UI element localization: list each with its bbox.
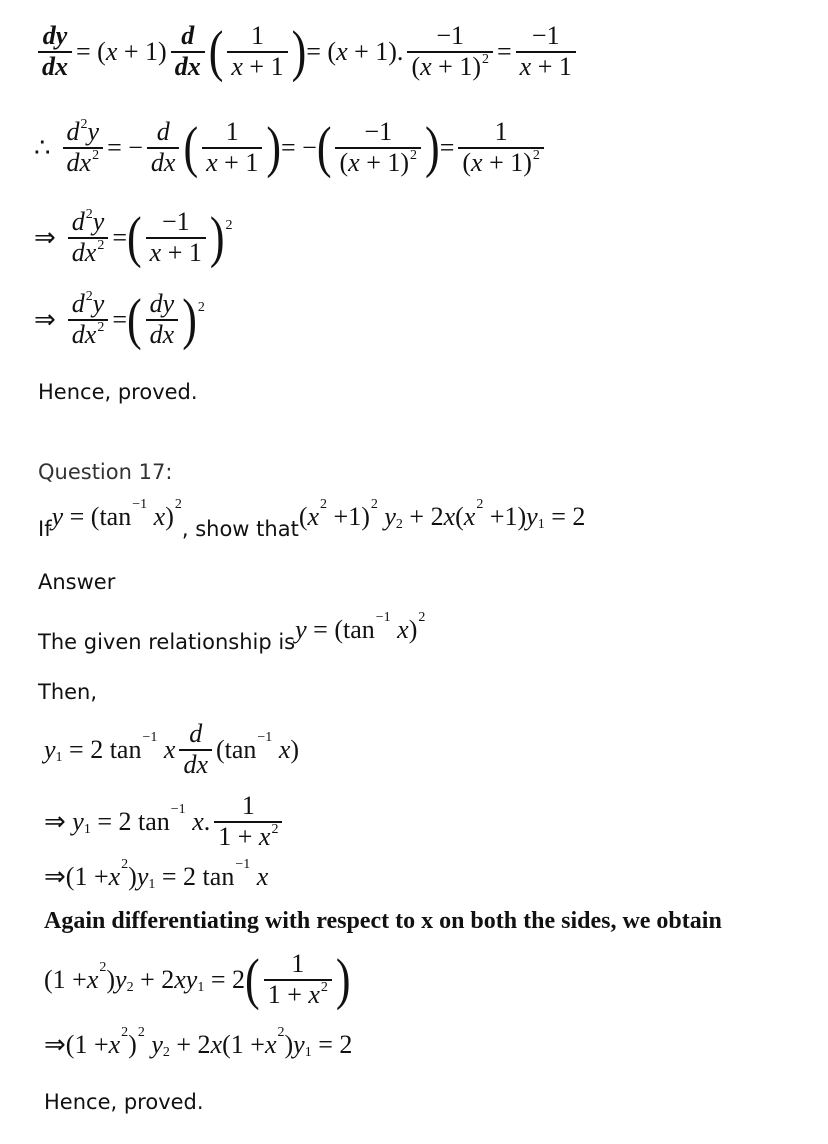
question-label: Question 17: bbox=[38, 460, 173, 484]
equation-dy-dx: $\frac{dy}{dx}$ = (x + 1) $\frac{d}{dx}$ ( $\frac{1}{x + 1}$ ) = (x + 1). $\frac{-1}{(x + 1)^2}$ = $\frac{-1}{x + 1}$ bbox=[34, 22, 580, 81]
question-given: y = (tan −1 x ) 2 bbox=[51, 497, 182, 531]
question-to-prove: ( x 2 +1) 2 y 2 + 2 x ( x 2 +1) y 1 = 2 bbox=[298, 497, 586, 532]
again-differentiating: Again differentiating with respect to x on both the sides, we obtain bbox=[44, 908, 722, 934]
equation-final: ⇒ (1 + x 2 ) 2 y 2 + 2 x (1 + x 2 ) y 1 = 2 bbox=[44, 1025, 353, 1060]
equation-second-derivative: ∴ $\frac{d^2y}{dx^2}$ = − $\frac{d}{dx}$ ( $\frac{1}{x + 1}$ ) = − ( $\frac{-1}{(x + 1)^2}$ ) = $\frac{1}{(x + 1)^2}$ bbox=[34, 118, 548, 177]
question-statement bbox=[38, 497, 586, 541]
given-relationship bbox=[38, 610, 426, 654]
given-relationship-text: The given relationship is bbox=[38, 630, 296, 654]
hence-proved-1: Hence, proved. bbox=[38, 380, 198, 404]
equation-implies-1: ⇒ $\frac{d^2y}{dx^2}$ = ( $\frac{-1}{x + 1}$ ) 2 bbox=[34, 205, 233, 269]
equation-implies-2: ⇒ $\frac{d^2y}{dx^2}$ = ( $\frac{dy}{dx}$ ) 2 bbox=[34, 287, 205, 351]
equation-y1-rearranged: ⇒ (1 + x 2 ) y 1 = 2 tan −1 x bbox=[44, 857, 269, 892]
answer-label: Answer bbox=[38, 570, 116, 594]
equation-y1: y 1 = 2 tan −1 x $\frac{d}{dx}$ (tan −1 x ) bbox=[44, 719, 300, 779]
hence-proved-2: Hence, proved. bbox=[44, 1090, 204, 1114]
given-equation: y = (tan −1 x ) 2 bbox=[295, 610, 426, 644]
if-word: If bbox=[38, 517, 52, 541]
then-label: Then, bbox=[38, 680, 98, 704]
equation-y1-simplified: ⇒ y 1 = 2 tan −1 x . $\frac{1}{1 + x^2}$ bbox=[44, 792, 286, 851]
show-that: , show that bbox=[181, 517, 299, 541]
equation-y2: (1 + x 2 ) y 2 + 2 xy 1 = 2 ( $\frac{1}{1 + x^2}$ ) bbox=[44, 947, 351, 1011]
